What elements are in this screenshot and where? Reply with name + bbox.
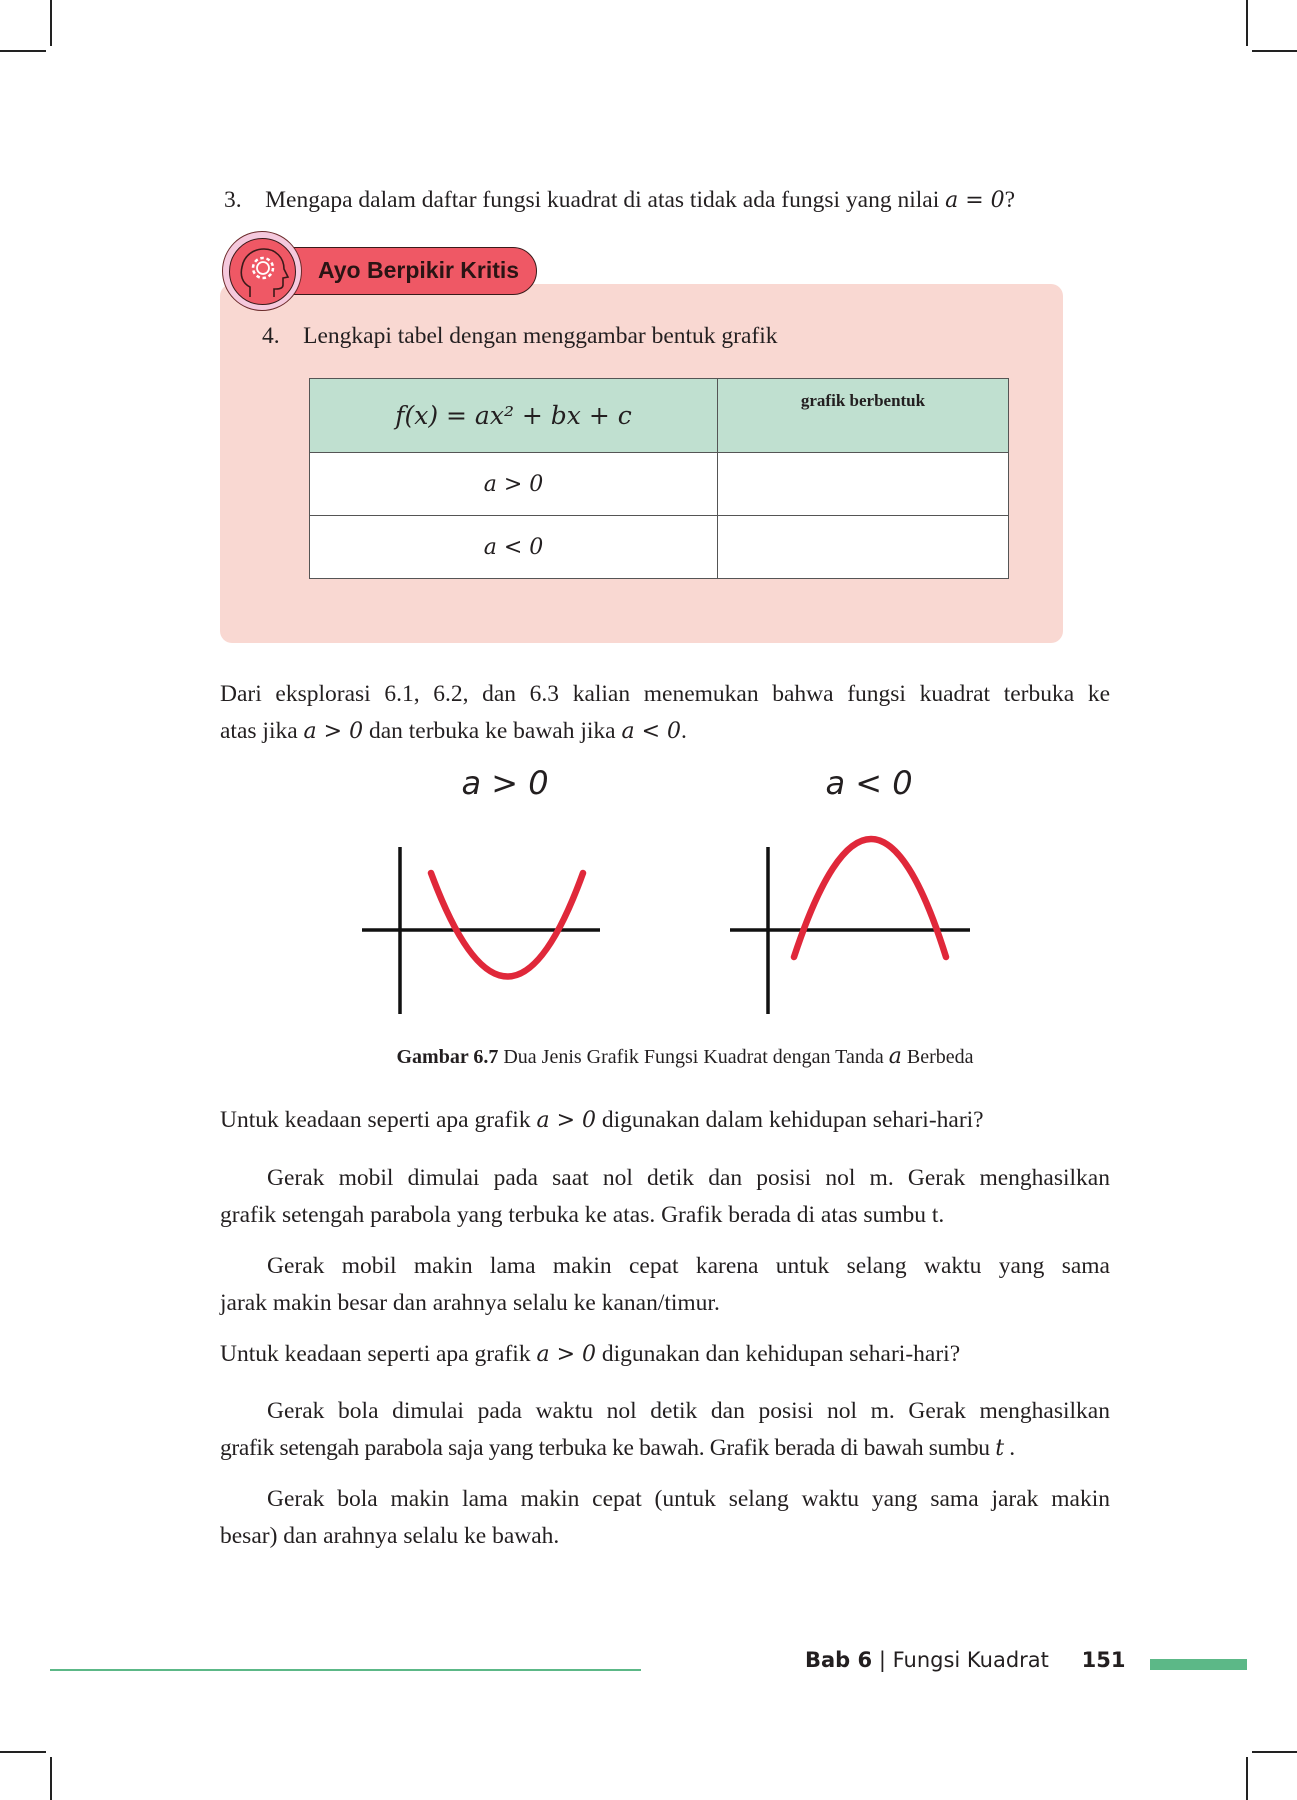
table-header-shape: grafik berbentuk bbox=[718, 379, 1009, 453]
footer-rule bbox=[50, 1669, 641, 1671]
chapter-title: Fungsi Kuadrat bbox=[892, 1648, 1049, 1672]
chapter-label: Bab 6 bbox=[805, 1648, 873, 1672]
graph-opens-up bbox=[362, 847, 600, 1014]
text: digunakan dalam kehidupan sehari-hari? bbox=[601, 1107, 984, 1133]
text: Untuk keadaan seperti apa grafik bbox=[220, 1107, 531, 1133]
paragraph-line: grafik setengah parabola yang terbuka ke atas. Grafik berada di atas sumbu t. bbox=[220, 1202, 945, 1228]
crop-mark bbox=[0, 50, 46, 52]
quadratic-graphs bbox=[350, 835, 990, 1025]
table-cell-condition: a < 0 bbox=[310, 516, 718, 579]
paragraph-line: Gerak mobil dimulai pada saat nol detik dan posisi nol m. Gerak menghasilkan bbox=[267, 1165, 1110, 1191]
intro-line-1: Dari eksplorasi 6.1, 6.2, dan 6.3 kalian menemukan bahwa fungsi kuadrat terbuka ke bbox=[220, 681, 1110, 707]
math-expression: a > 0 bbox=[303, 719, 364, 744]
callout-title: Ayo Berpikir Kritis bbox=[318, 257, 520, 283]
paragraph-line: Gerak bola makin lama makin cepat (untuk selang waktu yang sama jarak makin bbox=[267, 1486, 1110, 1512]
paragraph-line: Gerak bola dimulai pada waktu nol detik dan posisi nol m. Gerak menghasilkan bbox=[267, 1398, 1110, 1424]
math-expression: a > 0 bbox=[536, 1108, 597, 1133]
item-number: 4. bbox=[262, 323, 280, 349]
running-footer bbox=[805, 1648, 1125, 1672]
caption-math: a bbox=[888, 1044, 902, 1069]
caption-text: Dua Jenis Grafik Fungsi Kuadrat dengan Tanda bbox=[503, 1046, 884, 1068]
table-cell-shape[interactable] bbox=[718, 453, 1009, 516]
table-header-row bbox=[310, 379, 1009, 453]
text: digunakan dan kehidupan sehari-hari? bbox=[601, 1341, 961, 1367]
paragraph-line bbox=[220, 1430, 1015, 1467]
question-3 bbox=[224, 182, 1015, 219]
table-cell-condition: a > 0 bbox=[310, 453, 718, 516]
paragraph-line: besar) dan arahnya selalu ke bawah. bbox=[220, 1523, 560, 1549]
crop-mark bbox=[1252, 50, 1297, 52]
label-a-positive: a > 0 bbox=[461, 764, 549, 802]
graph-opens-down bbox=[730, 839, 970, 1014]
question-text: Mengapa dalam daftar fungsi kuadrat di atas tidak ada fungsi yang nilai bbox=[265, 187, 940, 213]
caption-end: Berbeda bbox=[906, 1046, 974, 1068]
table-cell-shape[interactable] bbox=[718, 516, 1009, 579]
crop-mark bbox=[1252, 1751, 1297, 1753]
parabola-down bbox=[794, 839, 946, 957]
item-text: Lengkapi tabel dengan menggambar bentuk grafik bbox=[303, 323, 778, 349]
math-expression: a = 0 bbox=[945, 188, 1005, 213]
text: atas jika bbox=[220, 718, 298, 744]
paragraph-line: Gerak mobil makin lama makin cepat karena untuk selang waktu yang sama bbox=[267, 1253, 1110, 1279]
math-expression: a > 0 bbox=[536, 1342, 597, 1367]
footer-accent-bar bbox=[1150, 1659, 1247, 1670]
question-mark: ? bbox=[1004, 187, 1016, 213]
crop-mark bbox=[50, 0, 52, 46]
paragraph-line: jarak makin besar dan arahnya selalu ke kanan/timur. bbox=[220, 1290, 720, 1316]
text: . bbox=[1009, 1435, 1015, 1461]
table-header-function: f(x) = ax² + bx + c bbox=[310, 379, 718, 453]
crop-mark bbox=[1246, 0, 1248, 46]
page-number: 151 bbox=[1081, 1648, 1126, 1672]
sign-shape-table bbox=[309, 378, 1009, 579]
crop-mark bbox=[0, 1751, 46, 1753]
label-a-negative: a < 0 bbox=[825, 764, 913, 802]
separator: | bbox=[878, 1648, 886, 1672]
crop-mark bbox=[50, 1757, 52, 1800]
text: . bbox=[681, 718, 687, 744]
table-row bbox=[310, 516, 1009, 579]
math-expression: a < 0 bbox=[621, 719, 682, 744]
text: dan terbuka ke bawah jika bbox=[368, 718, 616, 744]
item-4 bbox=[262, 318, 778, 355]
text: Untuk keadaan seperti apa grafik bbox=[220, 1341, 531, 1367]
question-number: 3. bbox=[224, 187, 242, 213]
caption-label: Gambar 6.7 bbox=[396, 1046, 499, 1068]
crop-mark bbox=[1246, 1757, 1248, 1800]
callout-title-badge bbox=[262, 247, 537, 295]
head-gear-icon bbox=[222, 231, 302, 311]
intro-line-2 bbox=[220, 713, 687, 750]
math-expression: t bbox=[995, 1436, 1004, 1461]
figure-caption bbox=[220, 1044, 1150, 1069]
text: grafik setengah parabola saja yang terbuka ke bawah. Grafik berada di bawah sumbu bbox=[220, 1435, 990, 1461]
section1-question bbox=[220, 1102, 984, 1139]
table-row bbox=[310, 453, 1009, 516]
parabola-up bbox=[431, 873, 583, 977]
section2-question bbox=[220, 1336, 960, 1373]
